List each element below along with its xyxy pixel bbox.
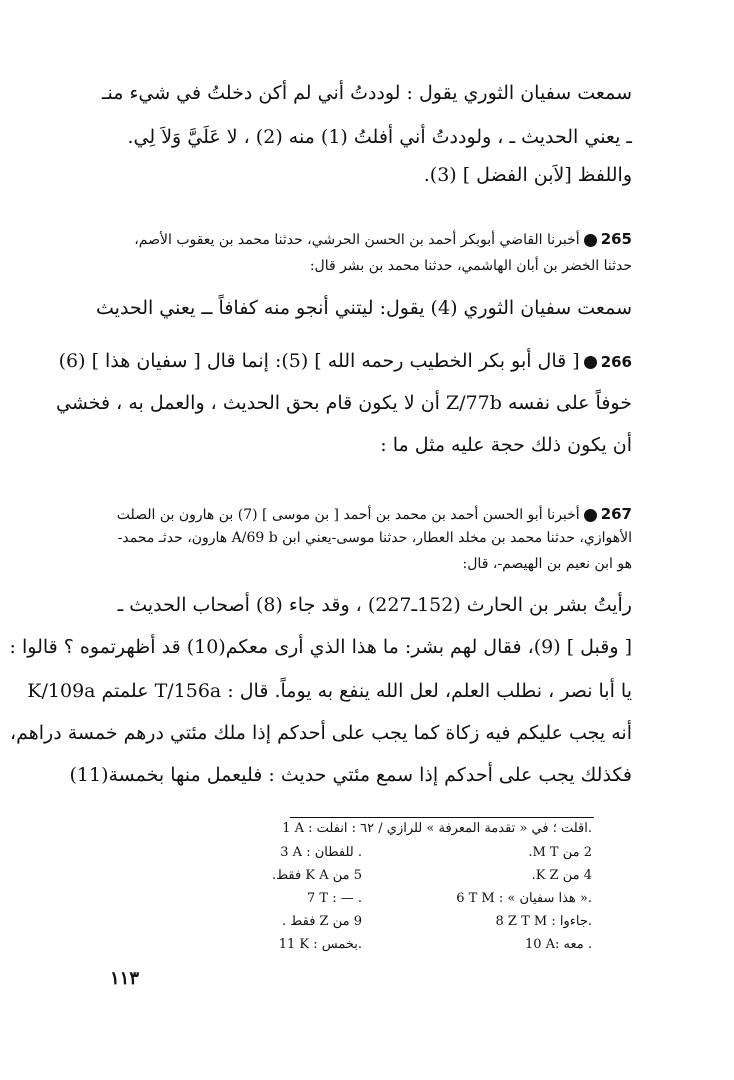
footnote: 1 A : اقلت ؛ في « تقدمة المعرفة » للرازي / ٦٢ : انفلت. [282,821,592,836]
isnad-line [134,230,632,248]
footnote: 11 K : بخمس. [278,937,362,952]
isnad-line [117,505,632,523]
entry-number: 267 [600,505,632,523]
footnote-divider [290,817,594,818]
text-line: رأيتُ بشر بن الحارث (152ـ227) ، وقد جاء (8) أصحاب الحديث ـ [117,594,632,616]
footnote: 9 من Z فقط . [282,914,362,929]
page-number: ١١٣ [110,968,140,989]
footnote: 5 من K A فقط. [271,868,362,883]
text-line: سمعت سفيان الثوري يقول : لوددتُ أني لم أكن دخلتُ في شيء منـ [101,82,632,104]
entry-text: [ قال أبو بكر الخطيب رحمه الله ] (5): إنما قال [ سفيان هذا ] (6) [58,350,580,372]
entry-number: 266 [600,353,632,371]
isnad-line: هو ابن نعيم بن الهيصم-، قال: [462,556,632,572]
footnote: 4 من K Z. [531,868,592,883]
text-line: [ وقبل ] (9)، فقال لهم بشر: ما هذا الذي أرى معكم(10) قد أظهرتموه ؟ قالوا : [9,636,632,658]
text-line: خوفاً على نفسه Z/77b أن لا يكون قام بحق الحديث ، والعمل به ، فخشي [55,392,632,414]
text-line: واللفظ [لاَبن الفضل ] (3). [423,164,632,186]
text-line: أنه يجب عليكم فيه زكاة كما يجب على أحدكم إذا ملك مئتي درهم خمسة دراهم، [9,722,632,744]
bullet-icon [584,234,597,247]
bullet-icon [584,356,597,369]
footnote: 3 A : للفطان . [280,845,362,860]
footnote: 10 A: معه . [524,937,592,952]
entry-number: 265 [600,230,632,248]
isnad-line: حدثنا الخضر بن أبان الهاشمي، حدثنا محمد بن بشر قال: [309,258,632,274]
footnote: 2 من M T. [528,845,592,860]
isnad-line: الأهوازي، حدثنا محمد بن مخلد العطار، حدثنا موسى-يعني ابن A/69 b هارون، حدثـ محمد- [117,530,632,546]
isnad-text: أخبرنا أبو الحسن أحمد بن محمد بن أحمد [ بن موسى ] (7) بن هارون بن الصلت [116,507,580,523]
isnad-text: أخبرنا القاضي أبوبكر أحمد بن الحسن الحرشي، حدثنا محمد بن يعقوب الأصم، [134,232,580,248]
footnote: 6 T M : « هذا سفيان ». [456,891,592,906]
text-line: سمعت سفيان الثوري (4) يقول: ليتني أنجو منه كفافاً ــ يعني الحديث [96,297,632,319]
text-line: أن يكون ذلك حجة عليه مثل ما : [380,434,632,456]
text-line: يا أبا نصر ، نطلب العلم، لعل الله ينفع به يوماً. قال : T/156a علمتم K/109a [27,680,632,702]
text-line [59,350,632,372]
footnote: 7 T : — . [307,891,362,906]
text-line: فكذلك يجب على أحدكم إذا سمع مئتي حديث : فليعمل منها بخمسة(11) [69,764,632,786]
text-line: ـ يعني الحديث ـ ، ولوددتُ أني أفلتُ (1) منه (2) ، لا عَلَيَّ وَلاَ لِي. [127,126,632,148]
footnote: 8 Z T M : جاءوا. [495,914,592,929]
bullet-icon [584,509,597,522]
